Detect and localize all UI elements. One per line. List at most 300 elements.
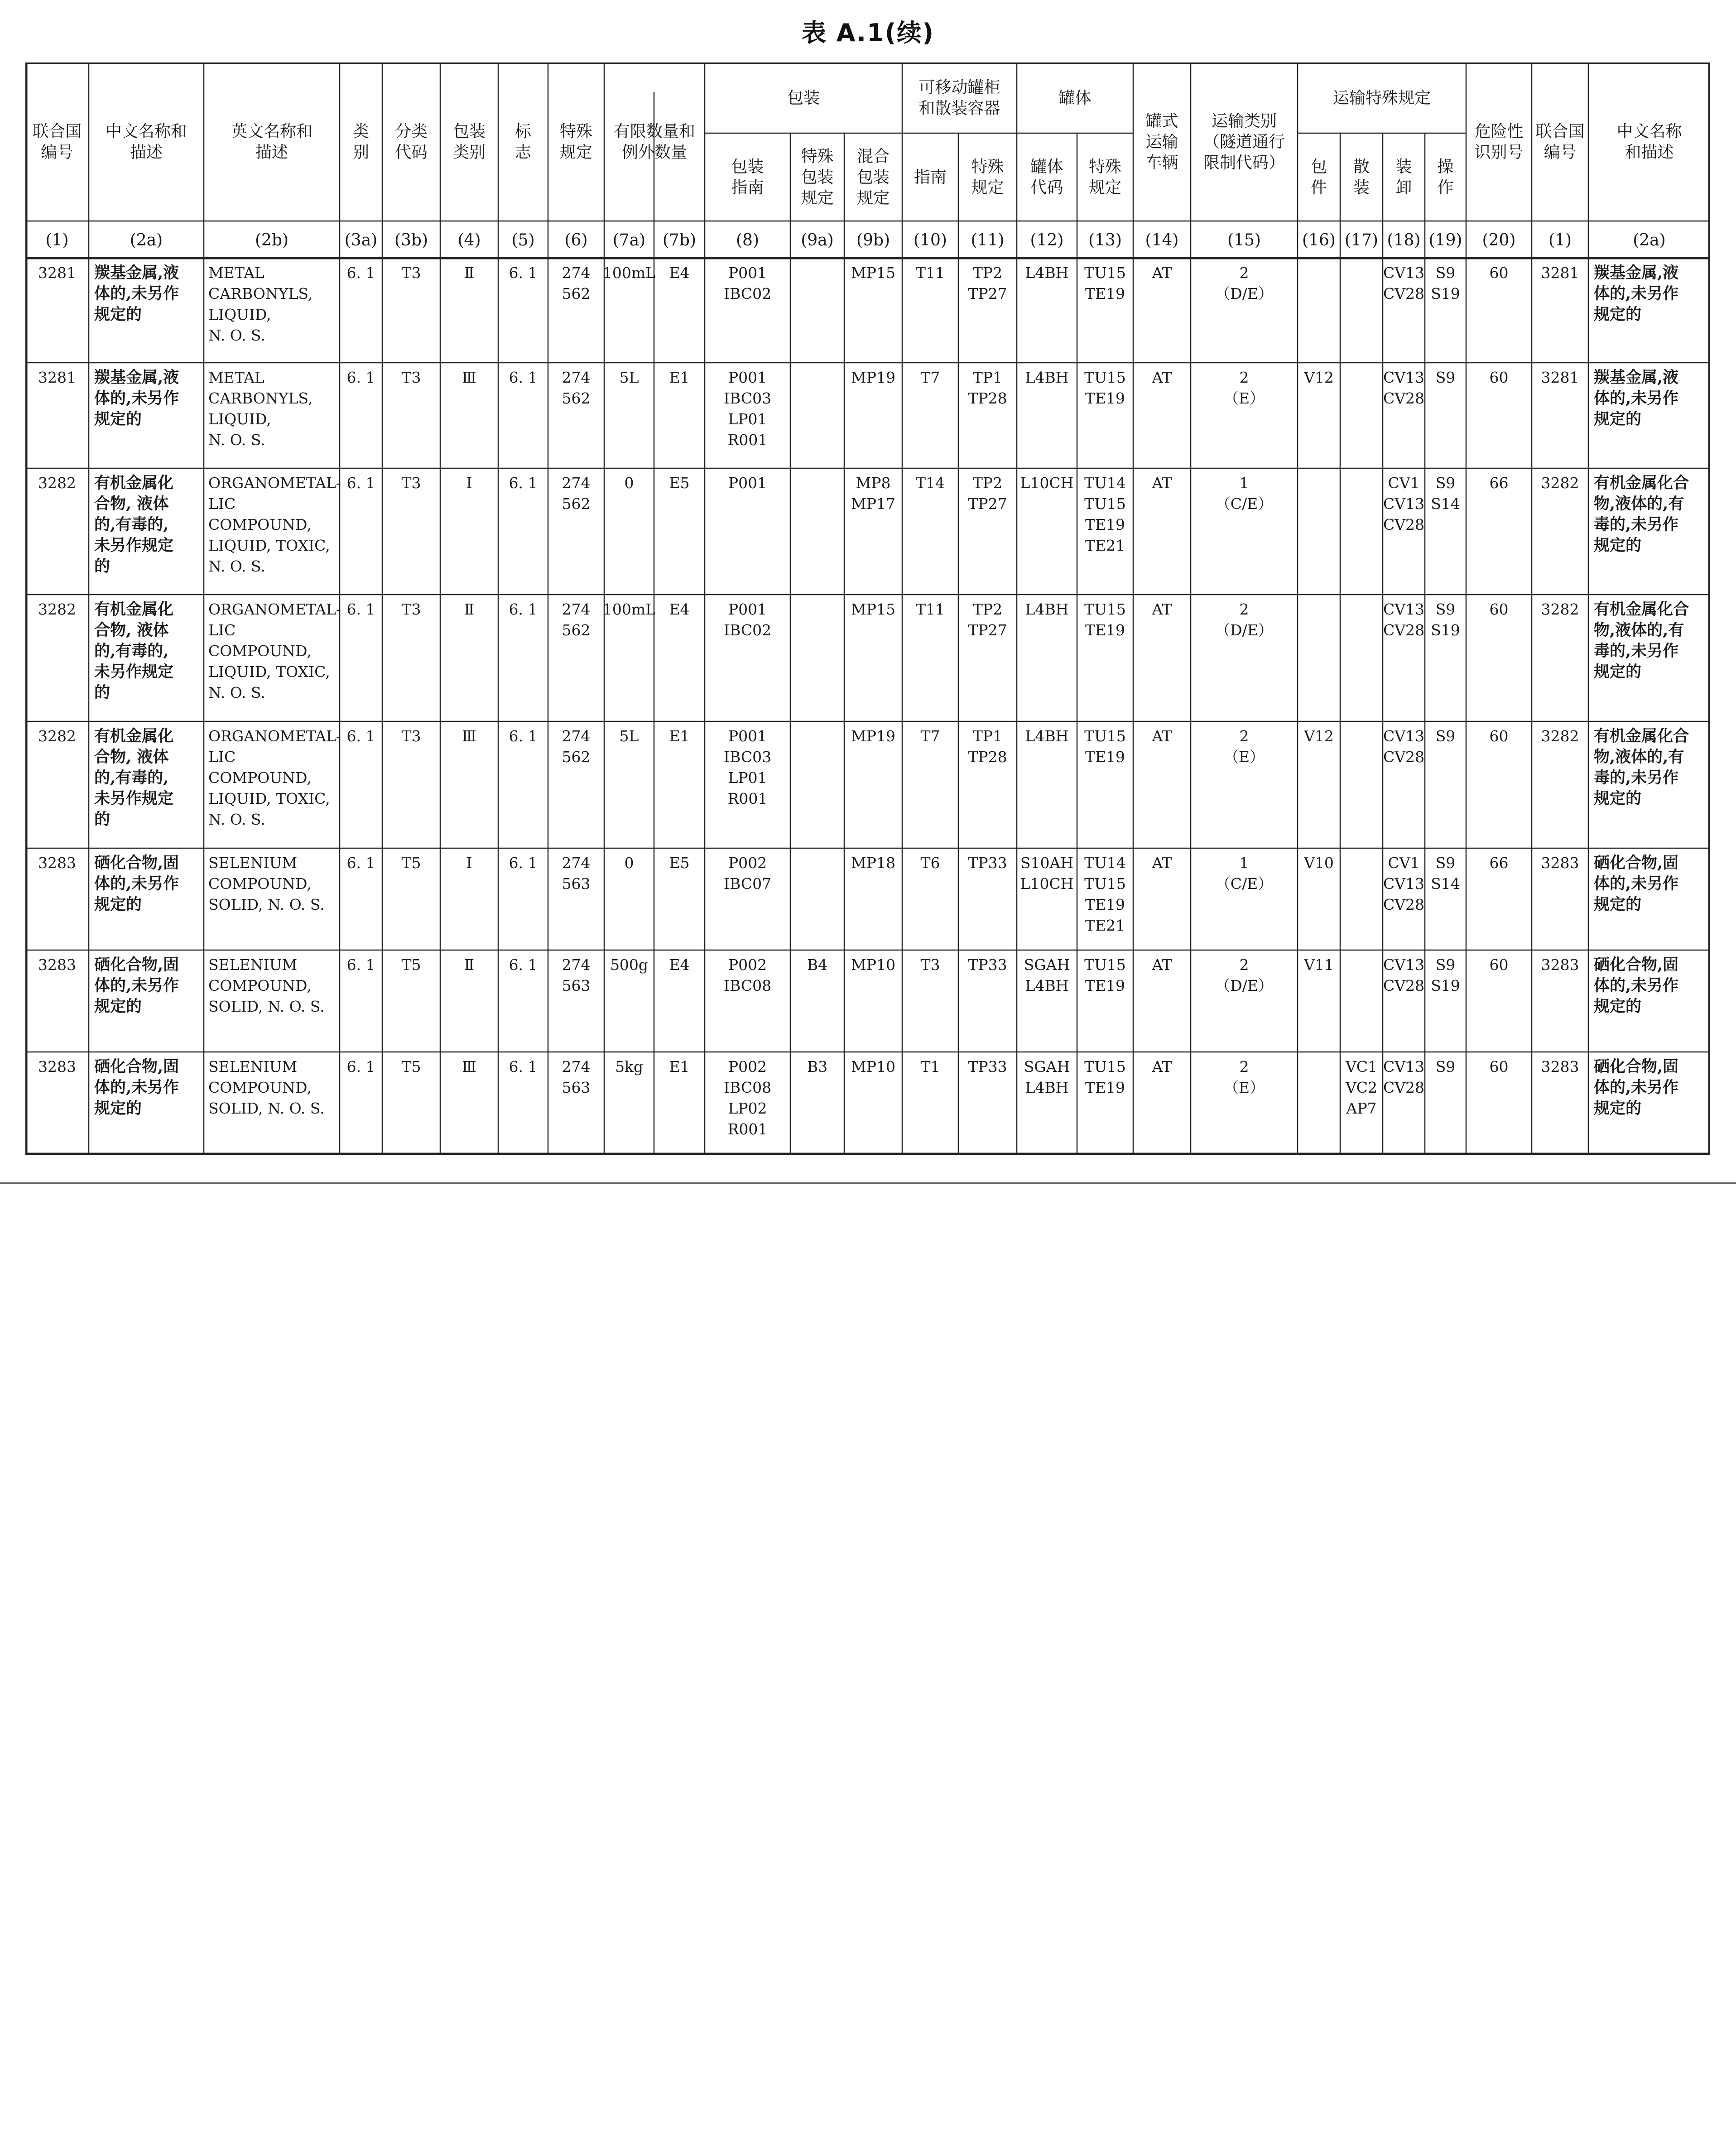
- sub-header-c9a: 包装: [801, 168, 834, 187]
- table-cell: S19: [1431, 285, 1460, 303]
- col-header-tank: 罐体: [1058, 89, 1092, 107]
- sub-header-c11: 规定: [971, 178, 1004, 197]
- table-cell: T11: [915, 600, 945, 618]
- column-number-row: [46, 231, 1666, 250]
- table-cell: TP2: [972, 264, 1003, 282]
- table-cell: AT: [1152, 956, 1172, 974]
- column-number: (9a): [801, 231, 834, 250]
- table-cell: 6. 1: [509, 264, 538, 282]
- table-cell: 563: [562, 875, 591, 893]
- col-header-hazard-id: 识别号: [1474, 143, 1524, 162]
- table-cell: S9: [1435, 727, 1456, 745]
- table-cell: 6. 1: [346, 1058, 375, 1076]
- table-cell: TE19: [1085, 389, 1125, 407]
- col-header-packing-group: 包装: [452, 122, 486, 141]
- sub-header-c9b: 混合: [856, 147, 890, 166]
- table-cell: 5kg: [615, 1058, 644, 1076]
- sub-header-c9b: 规定: [856, 189, 890, 207]
- col-header-portable-tank: 可移动罐柜: [918, 78, 1000, 97]
- table-cell: 规定的: [1594, 536, 1642, 555]
- table-cell: 100mL: [602, 600, 656, 618]
- col-header-chinese-name: 中文名称和: [105, 122, 188, 141]
- col-header-transport-category: （隧道通行: [1203, 133, 1285, 151]
- table-cell: N. O. S.: [208, 557, 265, 575]
- table-cell: LIC: [208, 748, 236, 766]
- table-cell: 60: [1489, 727, 1509, 745]
- table-cell: TP28: [968, 748, 1007, 766]
- table-cell: P001: [728, 369, 767, 386]
- column-number: (2a): [130, 231, 163, 250]
- col-header-transport-category: 限制代码）: [1203, 154, 1285, 172]
- table-cell: 0: [624, 854, 634, 872]
- table-cell: 体的,未另作: [1594, 389, 1679, 408]
- table-cell: P001: [728, 264, 767, 282]
- table-cell: 562: [562, 748, 591, 766]
- table-cell: T1: [920, 1058, 940, 1076]
- table-cell: METAL: [208, 264, 264, 282]
- table-cell: CV28: [1383, 977, 1425, 994]
- table-cell: Ⅱ: [464, 600, 475, 618]
- table-cell: 274: [562, 474, 591, 492]
- table-cell: 2: [1239, 956, 1249, 974]
- table-cell: 的: [94, 810, 111, 829]
- col-header-english-name: 描述: [255, 143, 289, 162]
- table-cell: TU15: [1084, 956, 1126, 974]
- table-cell: TE19: [1085, 285, 1125, 303]
- table-cell: CV28: [1383, 1079, 1425, 1096]
- table-cell: S9: [1435, 854, 1456, 872]
- table-cell: 硒化合物,固: [1594, 1057, 1679, 1076]
- table-cell: LIC: [208, 621, 236, 639]
- col-header-special-transport: 运输特殊规定: [1332, 89, 1431, 107]
- table-cell: COMPOUND,: [208, 769, 312, 787]
- table-cell: S9: [1435, 1058, 1456, 1076]
- table-cell: SGAH: [1024, 1058, 1070, 1076]
- sub-header-c17: 散: [1353, 158, 1370, 176]
- table-cell: 5L: [619, 727, 639, 745]
- table-cell: LIQUID,: [208, 410, 271, 428]
- table-cell: CV28: [1383, 748, 1425, 766]
- table-cell: 的: [94, 557, 111, 576]
- table-cell: 6. 1: [509, 727, 538, 745]
- table-cell: 563: [562, 977, 591, 994]
- sub-header-c16: 包: [1310, 158, 1327, 176]
- col-header-packing-group: 类别: [452, 143, 486, 162]
- sub-header-c12: 代码: [1030, 178, 1063, 197]
- table-cell: N. O. S.: [208, 811, 265, 828]
- table-cell: 规定的: [1594, 789, 1642, 808]
- table-cell: P002: [728, 1058, 767, 1076]
- table-cell: 规定的: [94, 895, 142, 914]
- table-cell: 6. 1: [346, 474, 375, 492]
- table-cell: （C/E）: [1215, 495, 1273, 513]
- sub-header-c12: 罐体: [1030, 158, 1063, 176]
- col-header-special-provision: 特殊: [559, 122, 593, 141]
- table-cell: 有机金属化合: [1594, 727, 1689, 745]
- table-cell: CV28: [1383, 389, 1425, 407]
- table-cell: 规定的: [94, 1099, 142, 1118]
- table-cell: 未另作规定: [94, 789, 174, 808]
- table-cell: LIQUID, TOXIC,: [208, 663, 330, 681]
- table-cell: 物,液体的,有: [1594, 621, 1684, 639]
- table-cell: 6. 1: [346, 369, 375, 386]
- table-cell: L4BH: [1025, 600, 1069, 618]
- column-number: (1): [1548, 231, 1572, 250]
- col-header-portable-tank: 和散装容器: [918, 99, 1000, 118]
- col-header-tank-vehicle: 车辆: [1145, 154, 1178, 172]
- table-cell: TU15: [1084, 727, 1126, 745]
- sub-header-c19: 操: [1437, 158, 1454, 176]
- table-row: [38, 600, 1689, 702]
- sub-header-c13: 规定: [1088, 178, 1122, 197]
- table-cell: 562: [562, 621, 591, 639]
- sub-header-c16: 件: [1310, 178, 1327, 197]
- table-cell: P001: [728, 474, 767, 492]
- table-cell: 5L: [619, 369, 639, 386]
- table-cell: 的,有毒的,: [94, 642, 169, 660]
- column-number: (20): [1482, 231, 1516, 250]
- table-cell: SOLID, N. O. S.: [208, 1100, 325, 1117]
- table-cell: TP28: [968, 389, 1007, 407]
- table-row: [38, 1057, 1678, 1138]
- table-cell: COMPOUND,: [208, 875, 312, 893]
- table-cell: TU15: [1084, 369, 1126, 386]
- table-cell: METAL: [208, 369, 264, 386]
- table-body: [38, 264, 1689, 1138]
- sub-header-c9b: 包装: [856, 168, 890, 187]
- table-cell: 1: [1239, 854, 1249, 872]
- table-cell: AT: [1152, 474, 1172, 492]
- table-cell: IBC07: [723, 875, 772, 893]
- table-cell: 6. 1: [346, 264, 375, 282]
- table-cell: L4BH: [1025, 977, 1069, 994]
- table-cell: 3281: [38, 369, 76, 386]
- table-cell: 2: [1239, 727, 1249, 745]
- table-cell: CARBONYLS,: [208, 285, 313, 303]
- table-cell: CV1: [1388, 474, 1420, 492]
- table-cell: L4BH: [1025, 264, 1069, 282]
- table-cell: R001: [727, 1120, 768, 1138]
- table-cell: 3283: [1541, 1058, 1579, 1076]
- table-cell: E1: [669, 1058, 690, 1076]
- table-cell: E4: [669, 956, 690, 974]
- table-cell: L4BH: [1025, 369, 1069, 386]
- table-cell: P002: [728, 956, 767, 974]
- table-cell: CV13: [1383, 956, 1425, 974]
- table-cell: 规定的: [1594, 1099, 1642, 1118]
- sub-header-c18: 装: [1395, 158, 1412, 176]
- table-cell: 体的,未另作: [94, 1078, 179, 1097]
- table-cell: Ⅰ: [466, 474, 472, 492]
- table-cell: COMPOUND,: [208, 977, 312, 994]
- table-cell: IBC08: [723, 1079, 772, 1096]
- table-cell: TE19: [1085, 621, 1125, 639]
- table-cell: CV28: [1383, 896, 1425, 913]
- page-title: 表 A.1(续): [801, 19, 935, 47]
- table-cell: Ⅱ: [464, 956, 475, 974]
- table-cell: 合物, 液体: [94, 621, 169, 639]
- table-cell: TP33: [968, 1058, 1007, 1076]
- table-cell: 毒的,未另作: [1594, 768, 1679, 787]
- table-cell: 3282: [38, 600, 76, 618]
- table-cell: S14: [1431, 875, 1460, 893]
- table-cell: TP2: [972, 474, 1003, 492]
- column-number: (7a): [612, 231, 646, 250]
- table-cell: MP10: [851, 1058, 895, 1076]
- table-cell: 3282: [1541, 727, 1579, 745]
- table-cell: LIQUID, TOXIC,: [208, 537, 330, 554]
- sub-header-c13: 特殊: [1088, 158, 1122, 176]
- table-cell: MP8: [856, 474, 891, 492]
- table-cell: V10: [1304, 854, 1334, 872]
- table-cell: Ⅱ: [464, 264, 475, 282]
- table-cell: 3282: [1541, 474, 1579, 492]
- table-cell: 有机金属化: [94, 600, 174, 619]
- table-cell: 60: [1489, 600, 1509, 618]
- table-cell: L10CH: [1020, 875, 1074, 893]
- table-cell: 562: [562, 285, 591, 303]
- table-cell: 合物, 液体: [94, 748, 169, 766]
- table-cell: 规定的: [94, 305, 142, 324]
- table-cell: TP33: [968, 956, 1007, 974]
- table-cell: 60: [1489, 264, 1509, 282]
- table-cell: P001: [728, 600, 767, 618]
- table-cell: 6. 1: [346, 727, 375, 745]
- col-header-label: 志: [515, 143, 532, 162]
- table-cell: 有机金属化: [94, 727, 174, 745]
- column-number: (18): [1387, 231, 1421, 250]
- column-number: (16): [1302, 231, 1336, 250]
- table-cell: COMPOUND,: [208, 642, 312, 660]
- col-header-class-code: 代码: [394, 143, 428, 162]
- table-cell: 6. 1: [509, 369, 538, 386]
- col-header-hazard-id: 危险性: [1474, 122, 1524, 141]
- table-cell: R001: [727, 431, 768, 449]
- table-cell: 规定的: [1594, 410, 1642, 428]
- column-number: (7b): [662, 231, 697, 250]
- column-number: (19): [1428, 231, 1462, 250]
- table-cell: 硒化合物,固: [94, 1057, 179, 1076]
- table-cell: N. O. S.: [208, 431, 265, 449]
- table-cell: CV13: [1383, 727, 1425, 745]
- table-cell: 规定的: [1594, 305, 1642, 324]
- table-cell: 硒化合物,固: [1594, 956, 1679, 974]
- table-cell: SOLID, N. O. S.: [208, 998, 325, 1015]
- table-cell: V12: [1304, 727, 1334, 745]
- sub-header-c9a: 规定: [801, 189, 834, 207]
- table-cell: MP18: [851, 854, 895, 872]
- table-cell: 6. 1: [509, 1058, 538, 1076]
- table-cell: S9: [1435, 600, 1456, 618]
- column-number: (11): [971, 231, 1005, 250]
- table-cell: S9: [1435, 369, 1456, 386]
- table-cell: 体的,未另作: [1594, 874, 1679, 893]
- table-cell: ORGANOMETAL-: [208, 727, 341, 745]
- table-cell: 体的,未另作: [1594, 284, 1679, 303]
- table-cell: 2: [1239, 1058, 1249, 1076]
- table-cell: MP15: [851, 264, 895, 282]
- table-cell: 562: [562, 389, 591, 407]
- table-cell: TU15: [1084, 875, 1126, 893]
- table-cell: E5: [669, 474, 690, 492]
- table-cell: T5: [401, 1058, 421, 1076]
- table-cell: 2: [1239, 369, 1249, 386]
- table-cell: LP01: [728, 769, 767, 787]
- table-cell: 3283: [1541, 956, 1579, 974]
- table-cell: 66: [1489, 474, 1509, 492]
- table-cell: 的,有毒的,: [94, 768, 169, 787]
- table-row: [38, 474, 1689, 576]
- col-header-limited-quantity: 例外数量: [621, 143, 688, 162]
- table-cell: IBC03: [723, 389, 772, 407]
- column-number: (15): [1227, 231, 1261, 250]
- col-header-class: 别: [352, 143, 370, 162]
- table-cell: TE19: [1085, 1079, 1125, 1096]
- table-cell: TU14: [1084, 854, 1126, 872]
- table-cell: 274: [562, 264, 591, 282]
- table-cell: 的: [94, 683, 111, 702]
- table-cell: S9: [1435, 956, 1456, 974]
- table-cell: 2: [1239, 600, 1249, 618]
- column-number: (2b): [255, 231, 289, 250]
- table-cell: TP27: [968, 285, 1007, 303]
- table-cell: 66: [1489, 854, 1509, 872]
- table-cell: L4BH: [1025, 1079, 1069, 1096]
- table-cell: 3281: [1541, 264, 1579, 282]
- table-cell: （E）: [1223, 748, 1265, 766]
- table-cell: COMPOUND,: [208, 516, 312, 533]
- table-cell: T3: [401, 474, 421, 492]
- table-cell: AT: [1152, 369, 1172, 386]
- sub-header-c8: 包装: [731, 158, 764, 176]
- table-cell: T7: [920, 369, 940, 386]
- col-header-limited-quantity: 有限数量和: [613, 122, 696, 141]
- table-cell: 体的,未另作: [94, 284, 179, 303]
- table-cell: SELENIUM: [208, 1058, 298, 1076]
- table-cell: T14: [915, 474, 945, 492]
- table-cell: 274: [562, 600, 591, 618]
- table-cell: 6. 1: [509, 854, 538, 872]
- table-cell: E4: [669, 264, 690, 282]
- column-number: (1): [45, 231, 69, 250]
- table-cell: 毒的,未另作: [1594, 515, 1679, 534]
- column-number: (9b): [856, 231, 890, 250]
- table-row: [38, 368, 1678, 449]
- table-cell: 有机金属化: [94, 474, 174, 492]
- column-number: (3b): [394, 231, 428, 250]
- col-header-class: 类: [352, 122, 370, 141]
- table-cell: 规定的: [94, 410, 142, 428]
- table-cell: 硒化合物,固: [1594, 854, 1679, 872]
- table-cell: T3: [920, 956, 940, 974]
- table-cell: 3283: [1541, 854, 1579, 872]
- table-cell: AP7: [1346, 1100, 1377, 1117]
- table-cell: 有机金属化合: [1594, 600, 1689, 619]
- table-cell: E1: [669, 727, 690, 745]
- col-header-un-number: 联合国: [32, 122, 82, 141]
- table-cell: 体的,未另作: [94, 389, 179, 408]
- table-cell: CV13: [1383, 264, 1425, 282]
- table-cell: TE21: [1085, 917, 1125, 934]
- table-cell: LIQUID, TOXIC,: [208, 790, 330, 807]
- table-cell: S10AH: [1020, 854, 1074, 872]
- column-number: (3a): [344, 231, 378, 250]
- table-cell: T3: [401, 727, 421, 745]
- table-cell: V11: [1304, 956, 1334, 974]
- table-cell: 6. 1: [346, 600, 375, 618]
- table-cell: S14: [1431, 495, 1460, 513]
- table-cell: （D/E）: [1215, 977, 1273, 994]
- table-cell: TP2: [972, 600, 1003, 618]
- table-cell: E5: [669, 854, 690, 872]
- table-cell: TE19: [1085, 977, 1125, 994]
- table-cell: TU15: [1084, 1058, 1126, 1076]
- table-cell: S19: [1431, 977, 1460, 994]
- table-row: [38, 854, 1678, 934]
- table-cell: 物,液体的,有: [1594, 748, 1684, 766]
- table-cell: 100mL: [602, 264, 656, 282]
- table-cell: 的,有毒的,: [94, 515, 169, 534]
- table-cell: 60: [1489, 956, 1509, 974]
- table-cell: TP27: [968, 495, 1007, 513]
- table-cell: AT: [1152, 264, 1172, 282]
- table-cell: ORGANOMETAL-: [208, 600, 341, 618]
- sub-header-c19: 作: [1437, 178, 1454, 197]
- table-cell: AT: [1152, 854, 1172, 872]
- table-cell: S9: [1435, 474, 1456, 492]
- column-number: (13): [1088, 231, 1122, 250]
- column-number: (17): [1345, 231, 1378, 250]
- table-cell: 羰基金属,液: [94, 264, 179, 282]
- table-cell: 500g: [610, 956, 649, 974]
- table-cell: IBC03: [723, 748, 772, 766]
- table-cell: VC2: [1345, 1079, 1378, 1096]
- table-cell: 6. 1: [346, 956, 375, 974]
- table-cell: 规定的: [1594, 997, 1642, 1016]
- col-header-chinese-name-repeat: 和描述: [1625, 143, 1674, 162]
- table-cell: T5: [401, 854, 421, 872]
- table-cell: 物,液体的,有: [1594, 495, 1684, 513]
- table-cell: AT: [1152, 1058, 1172, 1076]
- table-cell: TU15: [1084, 600, 1126, 618]
- table-cell: MP15: [851, 600, 895, 618]
- table-cell: 毒的,未另作: [1594, 642, 1679, 660]
- table-cell: 体的,未另作: [94, 976, 179, 995]
- dangerous-goods-table: [25, 62, 1710, 1155]
- table-cell: CV13: [1383, 875, 1425, 893]
- table-cell: IBC02: [723, 621, 772, 639]
- table-cell: CV28: [1383, 516, 1425, 533]
- table-cell: TP1: [972, 727, 1003, 745]
- table-cell: P001: [728, 727, 767, 745]
- table-cell: Ⅲ: [462, 369, 476, 386]
- table-cell: LP02: [728, 1100, 767, 1117]
- col-header-chinese-name-repeat: 中文名称: [1616, 122, 1682, 141]
- table-cell: CV13: [1383, 369, 1425, 386]
- col-header-tank-vehicle: 罐式: [1145, 112, 1178, 130]
- page-divider: [0, 1182, 1736, 1184]
- table-cell: L10CH: [1020, 474, 1074, 492]
- table-cell: T11: [915, 264, 945, 282]
- table-cell: MP10: [851, 956, 895, 974]
- table-cell: TP33: [968, 854, 1007, 872]
- table-cell: 规定的: [1594, 663, 1642, 681]
- table-cell: 274: [562, 1058, 591, 1076]
- table-cell: CV13: [1383, 495, 1425, 513]
- table-row: [38, 727, 1689, 829]
- table-cell: 规定的: [1594, 895, 1642, 914]
- col-header-packaging: 包装: [787, 89, 820, 107]
